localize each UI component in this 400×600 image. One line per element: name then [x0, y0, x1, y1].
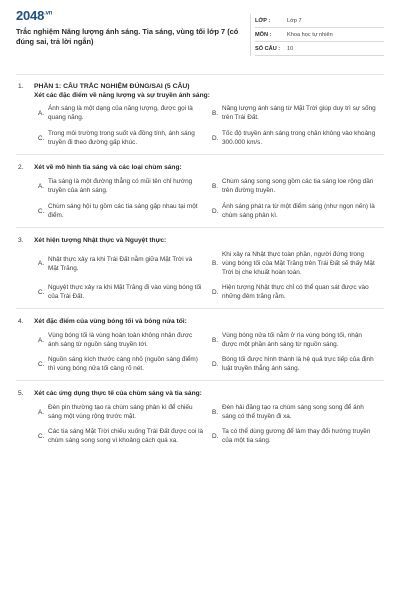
meta-value: 10	[287, 45, 294, 52]
question-divider	[16, 154, 384, 155]
question-4	[16, 317, 384, 373]
option-letter: B.	[212, 260, 219, 267]
option-letter: D.	[212, 288, 219, 296]
option-text: Đèn pin thường tạo ra chùm sáng phân kì để chiếu sáng một vùng rộng trước mặt.	[48, 404, 193, 420]
option-letter: A.	[38, 260, 45, 267]
question-text: Xét các đặc điểm về năng lượng và sự truyền ánh sáng:	[34, 92, 210, 99]
question-text: Xét đặc điểm của vùng bóng tối và bóng nửa tối:	[34, 318, 187, 325]
options	[38, 250, 384, 301]
option-text: Ánh sáng phát ra từ một điểm sáng (như ngọn nến) là chùm sáng phân kì.	[222, 203, 375, 219]
option-a[interactable]	[38, 331, 212, 349]
options	[38, 331, 384, 373]
question-divider	[16, 380, 384, 381]
option-text: Trong môi trường trong suốt và đồng tính, ánh sáng truyền đi theo đường gấp khúc.	[48, 130, 195, 146]
option-text: Các tia sáng Mặt Trời chiếu xuống Trái Đất được coi là chùm sáng song song vì khoảng cách quá xa.	[48, 428, 204, 444]
option-a[interactable]	[38, 104, 212, 122]
page-header	[0, 0, 400, 70]
option-a[interactable]	[38, 250, 212, 277]
option-letter: A.	[38, 109, 45, 117]
option-letter: C.	[38, 288, 45, 296]
option-text: Nguồn sáng kích thước càng nhỏ (nguồn sáng điểm) thì vùng bóng nửa tối càng rõ nét.	[48, 356, 198, 372]
logo-tld: .vn	[44, 10, 53, 17]
question-head	[18, 389, 384, 398]
option-d[interactable]	[212, 427, 386, 445]
option-letter: D.	[212, 134, 219, 142]
option-letter: A.	[38, 336, 45, 344]
option-letter: C.	[38, 432, 45, 440]
option-letter: D.	[212, 207, 219, 215]
question-number: 4.	[18, 318, 24, 325]
question-3	[16, 236, 384, 301]
header-divider	[16, 74, 384, 75]
question-text: Xét hiện tượng Nhật thực và Nguyệt thực:	[34, 237, 167, 244]
option-text: Chùm sáng hội tụ gồm các tia sáng gặp nhau tại một điểm.	[48, 203, 198, 219]
logo-text: 2048	[16, 8, 45, 23]
part-title	[18, 82, 384, 91]
option-letter: A.	[38, 182, 45, 190]
option-text: Tia sáng là một đường thẳng có mũi tên chỉ hướng truyền của ánh sáng.	[48, 178, 193, 194]
document-title: Trắc nghiệm Năng lượng ánh sáng. Tia sáng, vùng tối lớp 7 (có đúng sai, trả lời ngắn)	[16, 27, 239, 46]
question-head	[18, 236, 384, 245]
meta-value: Lớp 7	[287, 17, 302, 24]
option-c[interactable]	[38, 202, 212, 220]
meta-label: SỐ CÂU :	[255, 45, 281, 52]
option-text: Khi xảy ra Nhật thực toàn phần, người đứng trong vùng bóng tối của Mặt Trăng trên Trái Đất sẽ thấy Mặt Trời bị che khuất hoàn toàn.	[222, 251, 375, 276]
option-letter: C.	[38, 134, 45, 142]
meta-row-subject	[255, 28, 384, 42]
part-title-text: PHẦN 1: CÂU TRẮC NGHIỆM ĐÚNG/SAI (5 CÂU)	[34, 83, 190, 90]
question-5	[16, 389, 384, 445]
option-text: Vùng bóng nửa tối nằm ở rìa vùng bóng tối, nhận được một phần ánh sáng từ nguồn sáng.	[222, 332, 362, 348]
option-letter: C.	[38, 207, 45, 215]
question-divider	[16, 227, 384, 228]
option-c[interactable]	[38, 129, 212, 147]
option-text: Hiện tượng Nhật thực chỉ có thể quan sát được vào những đêm trăng rằm.	[222, 284, 369, 300]
question-text: Xét các ứng dụng thực tế của chùm sáng và tia sáng:	[34, 390, 202, 397]
option-letter: D.	[212, 360, 219, 368]
option-d[interactable]	[212, 355, 386, 373]
option-b[interactable]	[212, 331, 386, 349]
option-c[interactable]	[38, 355, 212, 373]
option-text: Bóng tối được hình thành là hệ quả trực tiếp của định luật truyền thẳng ánh sáng.	[222, 356, 374, 372]
meta-row-class	[255, 14, 384, 28]
option-text: Nhật thực xảy ra khi Trái Đất nằm giữa Mặt Trời và Mặt Trăng.	[48, 255, 193, 272]
question-number: 2.	[18, 164, 24, 171]
option-b[interactable]	[212, 403, 386, 421]
option-letter: D.	[212, 432, 219, 440]
option-c[interactable]	[38, 427, 212, 445]
option-d[interactable]	[212, 202, 386, 220]
meta-row-count	[255, 42, 384, 56]
option-a[interactable]	[38, 403, 212, 421]
option-letter: B.	[212, 109, 219, 117]
question-head	[18, 163, 384, 172]
question-divider	[16, 308, 384, 309]
question-2	[16, 163, 384, 220]
option-letter: C.	[38, 360, 45, 368]
option-text: Ánh sáng là một dạng của năng lượng, được gọi là quang năng.	[48, 105, 193, 121]
option-letter: B.	[212, 336, 219, 344]
option-letter: B.	[212, 182, 219, 190]
site-logo[interactable]	[16, 8, 52, 23]
part-number: 1.	[18, 83, 24, 90]
meta-value: Khoa học tự nhiên	[287, 31, 333, 38]
question-number: 3.	[18, 237, 24, 244]
option-b[interactable]	[212, 104, 386, 122]
options	[38, 177, 384, 220]
document-meta	[250, 14, 384, 56]
option-text: Tốc độ truyền ánh sáng trong chân không vào khoảng 300.000 km/s.	[222, 130, 376, 146]
question-1	[16, 91, 384, 147]
meta-label: LỚP :	[255, 17, 271, 24]
question-head	[18, 317, 384, 326]
question-text: Xét về mô hình tia sáng và các loại chùm sáng:	[34, 164, 182, 171]
option-text: Vùng bóng tối là vùng hoàn toàn không nhận được ánh sáng từ nguồn sáng truyền tới.	[48, 332, 193, 348]
option-b[interactable]	[212, 177, 386, 195]
option-d[interactable]	[212, 283, 386, 301]
options	[38, 403, 384, 445]
option-text: Nguyệt thực xảy ra khi Mặt Trăng đi vào vùng bóng tối của Trái Đất.	[48, 284, 202, 300]
meta-label: MÔN :	[255, 31, 272, 38]
option-text: Đèn hải đăng tạo ra chùm sáng song song để ánh sáng có thể truyền đi xa.	[222, 404, 364, 420]
option-d[interactable]	[212, 129, 386, 147]
option-letter: B.	[212, 408, 219, 416]
option-letter: A.	[38, 408, 45, 416]
option-text: Năng lượng ánh sáng từ Mặt Trời giúp duy trì sự sống trên Trái Đất.	[222, 105, 376, 121]
option-text: Chùm sáng song song gồm các tia sáng loe rộng dần trên đường truyền.	[222, 178, 374, 194]
option-c[interactable]	[38, 283, 212, 301]
options	[38, 104, 384, 147]
option-b[interactable]	[212, 250, 386, 277]
option-text: Ta có thể dùng gương để làm thay đổi hướng truyền của một tia sáng.	[222, 428, 371, 444]
quiz-content	[16, 82, 384, 445]
option-a[interactable]	[38, 177, 212, 195]
question-number: 5.	[18, 390, 24, 397]
